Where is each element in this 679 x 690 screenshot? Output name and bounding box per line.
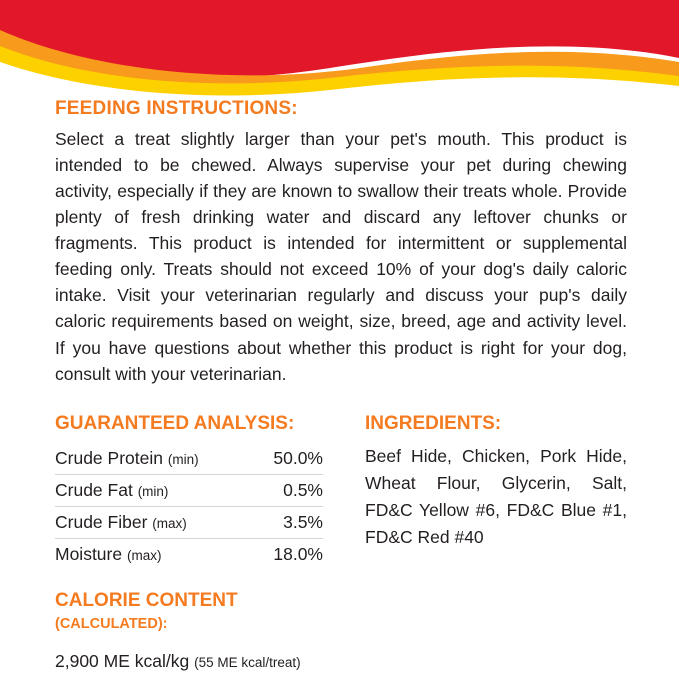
nutrient-label: Crude Fat (55, 479, 133, 500)
calorie-content-value: 2,900 ME kcal/kg (55, 651, 190, 672)
table-row (55, 474, 323, 506)
nutrient-label: Moisture (55, 543, 123, 564)
nutrient-label: Crude Protein (55, 447, 163, 468)
nutrient-name-cell (55, 506, 254, 538)
ingredients-text: Beef Hide, Chicken, Pork Hide, Wheat Flour, Glycerin, Salt, FD&C Yellow #6, FD&C Blue #1, FD&C Red #40 (365, 445, 627, 547)
calorie-content-label: CALORIE CONTENT (55, 589, 238, 611)
guaranteed-analysis-heading: GUARANTEED ANALYSIS: (55, 412, 295, 434)
label-content (55, 98, 627, 690)
nutrient-value-cell: 0.5% (254, 474, 323, 506)
calorie-content-heading (55, 590, 323, 634)
nutrient-value-cell: 3.5% (254, 506, 323, 538)
guaranteed-analysis-table (55, 443, 323, 570)
feeding-instructions-text: Select a treat slightly larger than your pet's mouth. This product is intended to be chewed. Always supervise your pet during chewing activity, especially if they are known to swallow their treats whole. Provide plenty of fresh drinking water and discard any leftover chunks or fragments. This product is intended for intermittent or supplemental feeding only. Treats should not exceed 10% of your dog's daily caloric intake. Visit your veterinarian regularly and discuss your pup's daily caloric requirements based on weight, size, breed, age and activity level. If you have questions about whether this product is right for your dog, consult with your veterinarian. (55, 129, 627, 384)
table-row (55, 506, 323, 538)
calorie-content-qualifier: (CALCULATED): (55, 615, 168, 632)
calorie-per-treat: (55 ME kcal/treat) (194, 655, 301, 671)
banner-waves-graphic (0, 0, 679, 100)
guaranteed-analysis-column (55, 413, 323, 690)
ingredients-column (365, 413, 627, 690)
nutrient-basis: (max) (152, 515, 187, 531)
table-row (55, 443, 323, 475)
nutrient-name-cell (55, 538, 254, 570)
nutrient-basis: (min) (137, 483, 169, 499)
nutrient-value-cell: 50.0% (254, 443, 323, 475)
nutrient-basis: (max) (126, 547, 162, 563)
nutrient-value-cell: 18.0% (273, 543, 323, 564)
ingredients-heading: INGREDIENTS: (365, 412, 502, 434)
nutrient-basis: (min) (167, 451, 199, 467)
nutrient-name-cell (55, 474, 254, 506)
table-row (55, 538, 323, 570)
nutrient-label: Crude Fiber (55, 511, 148, 532)
nutrient-name-cell (55, 443, 254, 475)
decorative-banner (0, 0, 679, 100)
calorie-content-value-line (55, 651, 323, 672)
lower-columns (55, 413, 627, 690)
feeding-instructions-heading: FEEDING INSTRUCTIONS: (55, 98, 298, 119)
